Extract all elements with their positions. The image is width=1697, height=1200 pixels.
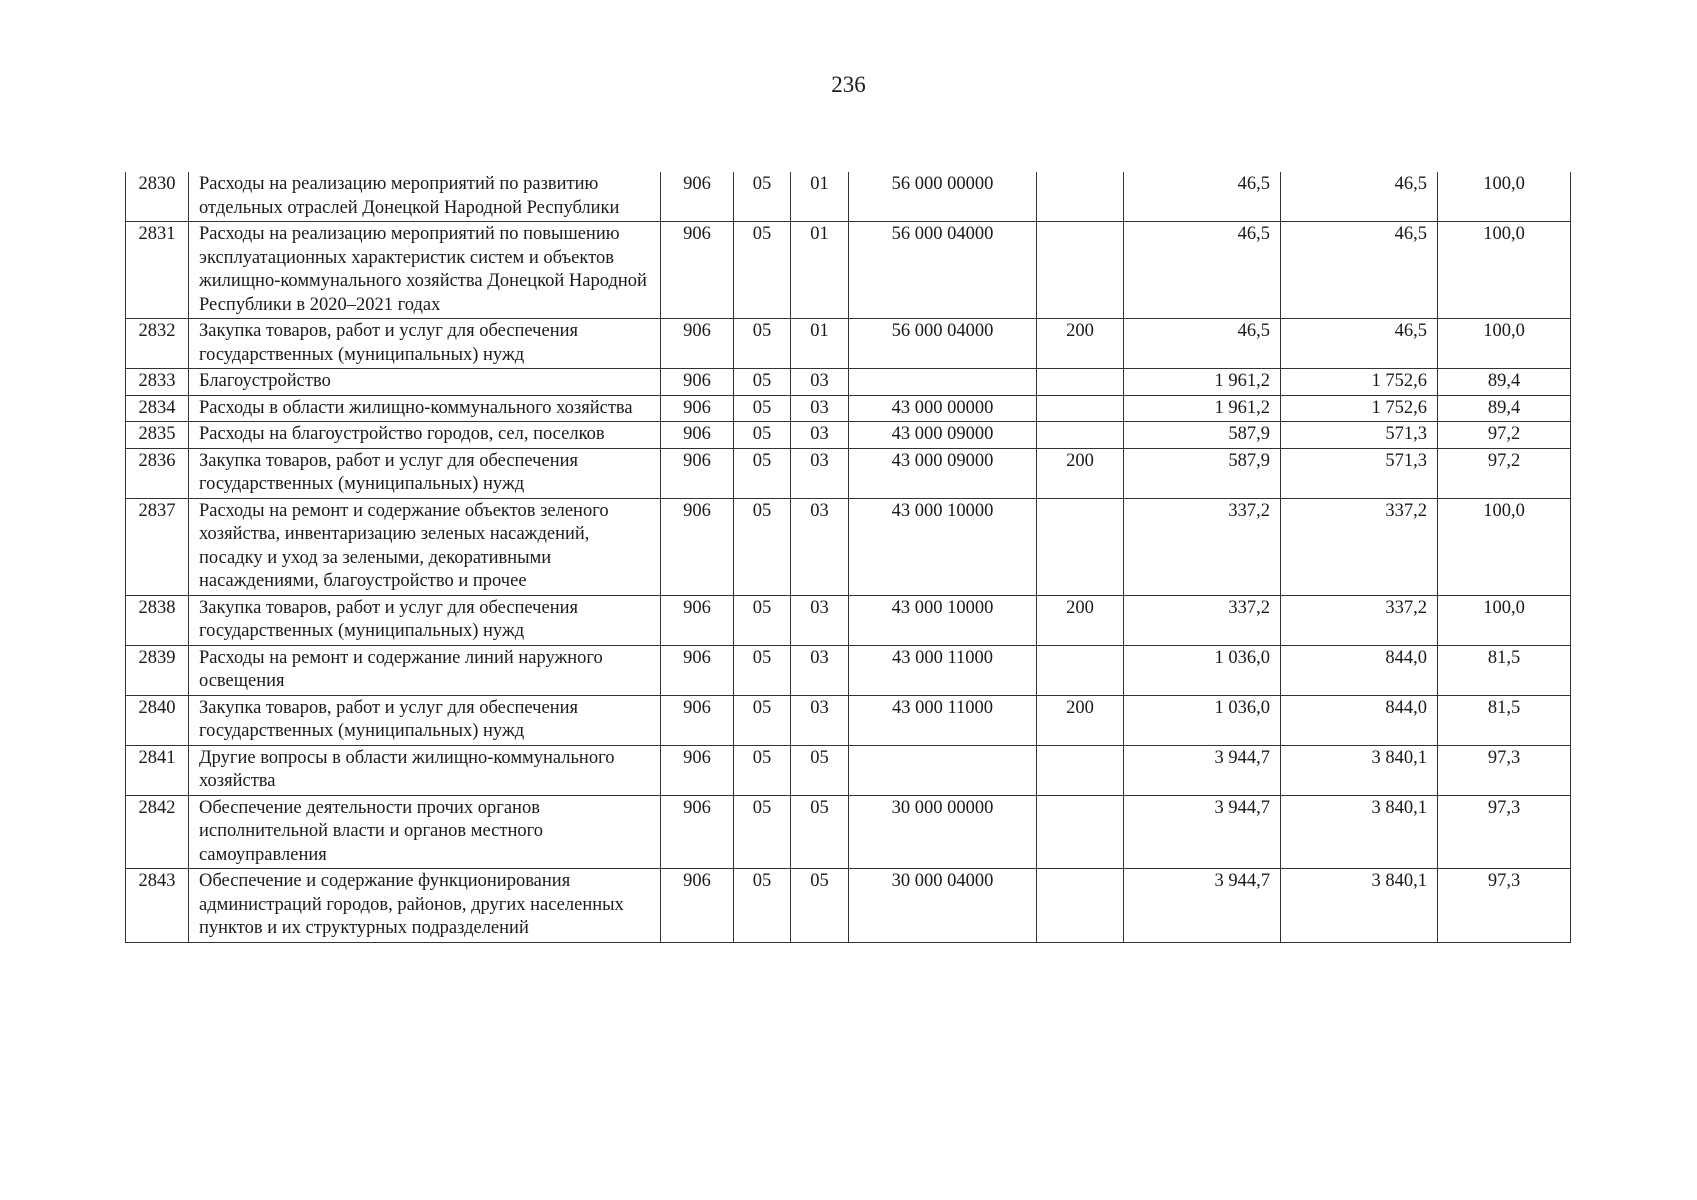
description-cell: Благоустройство: [189, 369, 661, 396]
actual-amount-cell: 571,3: [1281, 422, 1438, 449]
section-code-cell: 05: [734, 745, 791, 795]
percent-cell: 97,3: [1438, 795, 1571, 869]
section-code-cell: 05: [734, 869, 791, 943]
target-article-cell: 43 000 10000: [849, 595, 1037, 645]
ministry-code-cell: 906: [661, 422, 734, 449]
table-row: [126, 595, 1571, 645]
expense-type-cell: [1037, 222, 1124, 319]
table-row: [126, 222, 1571, 319]
ministry-code-cell: 906: [661, 448, 734, 498]
row-number-cell: 2836: [126, 448, 189, 498]
description-cell: Обеспечение и содержание функционирования администраций городов, районов, других населенных пунктов и их структурных подразделений: [189, 869, 661, 943]
target-article-cell: 43 000 09000: [849, 448, 1037, 498]
row-number-cell: 2830: [126, 172, 189, 222]
description-cell: Закупка товаров, работ и услуг для обеспечения государственных (муниципальных) нужд: [189, 319, 661, 369]
description-cell: Расходы на ремонт и содержание линий наружного освещения: [189, 645, 661, 695]
section-code-cell: 05: [734, 695, 791, 745]
table-row: [126, 422, 1571, 449]
percent-cell: 89,4: [1438, 369, 1571, 396]
expense-type-cell: 200: [1037, 448, 1124, 498]
expense-type-cell: [1037, 645, 1124, 695]
actual-amount-cell: 46,5: [1281, 222, 1438, 319]
subsection-code-cell: 03: [791, 395, 849, 422]
section-code-cell: 05: [734, 422, 791, 449]
table-row: [126, 695, 1571, 745]
actual-amount-cell: 844,0: [1281, 645, 1438, 695]
description-cell: Расходы на реализацию мероприятий по развитию отдельных отраслей Донецкой Народной Республики: [189, 172, 661, 222]
target-article-cell: 56 000 00000: [849, 172, 1037, 222]
percent-cell: 100,0: [1438, 595, 1571, 645]
target-article-cell: [849, 745, 1037, 795]
table-row: [126, 795, 1571, 869]
row-number-cell: 2832: [126, 319, 189, 369]
subsection-code-cell: 03: [791, 595, 849, 645]
target-article-cell: 56 000 04000: [849, 222, 1037, 319]
subsection-code-cell: 03: [791, 695, 849, 745]
subsection-code-cell: 05: [791, 869, 849, 943]
percent-cell: 97,2: [1438, 422, 1571, 449]
planned-amount-cell: 46,5: [1124, 319, 1281, 369]
description-cell: Расходы на ремонт и содержание объектов зеленого хозяйства, инвентаризацию зеленых насаждений, посадку и уход за зелеными, декоративными насаждениями, благоустройство и прочее: [189, 498, 661, 595]
row-number-cell: 2841: [126, 745, 189, 795]
expense-type-cell: 200: [1037, 595, 1124, 645]
planned-amount-cell: 3 944,7: [1124, 745, 1281, 795]
row-number-cell: 2840: [126, 695, 189, 745]
percent-cell: 81,5: [1438, 695, 1571, 745]
actual-amount-cell: 46,5: [1281, 172, 1438, 222]
subsection-code-cell: 03: [791, 498, 849, 595]
percent-cell: 81,5: [1438, 645, 1571, 695]
description-cell: Обеспечение деятельности прочих органов исполнительной власти и органов местного самоуправления: [189, 795, 661, 869]
subsection-code-cell: 05: [791, 795, 849, 869]
percent-cell: 97,2: [1438, 448, 1571, 498]
target-article-cell: 43 000 09000: [849, 422, 1037, 449]
expense-type-cell: [1037, 795, 1124, 869]
expense-type-cell: [1037, 498, 1124, 595]
percent-cell: 100,0: [1438, 319, 1571, 369]
section-code-cell: 05: [734, 319, 791, 369]
row-number-cell: 2831: [126, 222, 189, 319]
actual-amount-cell: 337,2: [1281, 595, 1438, 645]
description-cell: Расходы в области жилищно-коммунального хозяйства: [189, 395, 661, 422]
row-number-cell: 2838: [126, 595, 189, 645]
target-article-cell: 30 000 04000: [849, 869, 1037, 943]
ministry-code-cell: 906: [661, 869, 734, 943]
target-article-cell: 30 000 00000: [849, 795, 1037, 869]
table-row: [126, 172, 1571, 222]
row-number-cell: 2834: [126, 395, 189, 422]
expense-type-cell: 200: [1037, 695, 1124, 745]
target-article-cell: 43 000 11000: [849, 645, 1037, 695]
subsection-code-cell: 03: [791, 422, 849, 449]
expense-type-cell: 200: [1037, 319, 1124, 369]
planned-amount-cell: 46,5: [1124, 222, 1281, 319]
expense-type-cell: [1037, 422, 1124, 449]
ministry-code-cell: 906: [661, 369, 734, 396]
planned-amount-cell: 1 036,0: [1124, 645, 1281, 695]
actual-amount-cell: 1 752,6: [1281, 369, 1438, 396]
table-row: [126, 498, 1571, 595]
description-cell: Закупка товаров, работ и услуг для обеспечения государственных (муниципальных) нужд: [189, 695, 661, 745]
row-number-cell: 2837: [126, 498, 189, 595]
description-cell: Расходы на благоустройство городов, сел, поселков: [189, 422, 661, 449]
actual-amount-cell: 337,2: [1281, 498, 1438, 595]
expense-type-cell: [1037, 395, 1124, 422]
row-number-cell: 2842: [126, 795, 189, 869]
section-code-cell: 05: [734, 172, 791, 222]
row-number-cell: 2839: [126, 645, 189, 695]
expense-type-cell: [1037, 869, 1124, 943]
table-row: [126, 448, 1571, 498]
actual-amount-cell: 3 840,1: [1281, 869, 1438, 943]
percent-cell: 97,3: [1438, 745, 1571, 795]
expense-type-cell: [1037, 172, 1124, 222]
expense-type-cell: [1037, 745, 1124, 795]
description-cell: Другие вопросы в области жилищно-коммунального хозяйства: [189, 745, 661, 795]
actual-amount-cell: 844,0: [1281, 695, 1438, 745]
target-article-cell: [849, 369, 1037, 396]
ministry-code-cell: 906: [661, 795, 734, 869]
planned-amount-cell: 1 961,2: [1124, 395, 1281, 422]
description-cell: Закупка товаров, работ и услуг для обеспечения государственных (муниципальных) нужд: [189, 448, 661, 498]
expense-type-cell: [1037, 369, 1124, 396]
actual-amount-cell: 1 752,6: [1281, 395, 1438, 422]
planned-amount-cell: 3 944,7: [1124, 795, 1281, 869]
planned-amount-cell: 46,5: [1124, 172, 1281, 222]
subsection-code-cell: 05: [791, 745, 849, 795]
description-cell: Закупка товаров, работ и услуг для обеспечения государственных (муниципальных) нужд: [189, 595, 661, 645]
percent-cell: 89,4: [1438, 395, 1571, 422]
section-code-cell: 05: [734, 222, 791, 319]
row-number-cell: 2843: [126, 869, 189, 943]
planned-amount-cell: 337,2: [1124, 498, 1281, 595]
description-cell: Расходы на реализацию мероприятий по повышению эксплуатационных характеристик систем и объектов жилищно-коммунального хозяйства Донецкой Народной Республики в 2020–2021 годах: [189, 222, 661, 319]
table-row: [126, 319, 1571, 369]
subsection-code-cell: 03: [791, 369, 849, 396]
percent-cell: 100,0: [1438, 222, 1571, 319]
section-code-cell: 05: [734, 795, 791, 869]
ministry-code-cell: 906: [661, 645, 734, 695]
planned-amount-cell: 587,9: [1124, 448, 1281, 498]
planned-amount-cell: 1 961,2: [1124, 369, 1281, 396]
section-code-cell: 05: [734, 395, 791, 422]
target-article-cell: 43 000 10000: [849, 498, 1037, 595]
ministry-code-cell: 906: [661, 222, 734, 319]
target-article-cell: 43 000 00000: [849, 395, 1037, 422]
ministry-code-cell: 906: [661, 695, 734, 745]
table-row: [126, 745, 1571, 795]
table-row: [126, 869, 1571, 943]
table-row: [126, 369, 1571, 396]
section-code-cell: 05: [734, 645, 791, 695]
actual-amount-cell: 571,3: [1281, 448, 1438, 498]
actual-amount-cell: 3 840,1: [1281, 745, 1438, 795]
percent-cell: 100,0: [1438, 172, 1571, 222]
table-row: [126, 395, 1571, 422]
ministry-code-cell: 906: [661, 319, 734, 369]
ministry-code-cell: 906: [661, 595, 734, 645]
planned-amount-cell: 1 036,0: [1124, 695, 1281, 745]
subsection-code-cell: 03: [791, 645, 849, 695]
subsection-code-cell: 01: [791, 222, 849, 319]
planned-amount-cell: 587,9: [1124, 422, 1281, 449]
percent-cell: 97,3: [1438, 869, 1571, 943]
page-number: 236: [831, 72, 866, 97]
section-code-cell: 05: [734, 595, 791, 645]
section-code-cell: 05: [734, 498, 791, 595]
ministry-code-cell: 906: [661, 745, 734, 795]
target-article-cell: 56 000 04000: [849, 319, 1037, 369]
target-article-cell: 43 000 11000: [849, 695, 1037, 745]
actual-amount-cell: 46,5: [1281, 319, 1438, 369]
row-number-cell: 2835: [126, 422, 189, 449]
ministry-code-cell: 906: [661, 395, 734, 422]
planned-amount-cell: 337,2: [1124, 595, 1281, 645]
ministry-code-cell: 906: [661, 172, 734, 222]
ministry-code-cell: 906: [661, 498, 734, 595]
budget-table: [125, 172, 1571, 943]
subsection-code-cell: 01: [791, 172, 849, 222]
subsection-code-cell: 03: [791, 448, 849, 498]
table-row: [126, 645, 1571, 695]
row-number-cell: 2833: [126, 369, 189, 396]
subsection-code-cell: 01: [791, 319, 849, 369]
section-code-cell: 05: [734, 448, 791, 498]
section-code-cell: 05: [734, 369, 791, 396]
actual-amount-cell: 3 840,1: [1281, 795, 1438, 869]
table-body: [126, 172, 1571, 942]
percent-cell: 100,0: [1438, 498, 1571, 595]
planned-amount-cell: 3 944,7: [1124, 869, 1281, 943]
